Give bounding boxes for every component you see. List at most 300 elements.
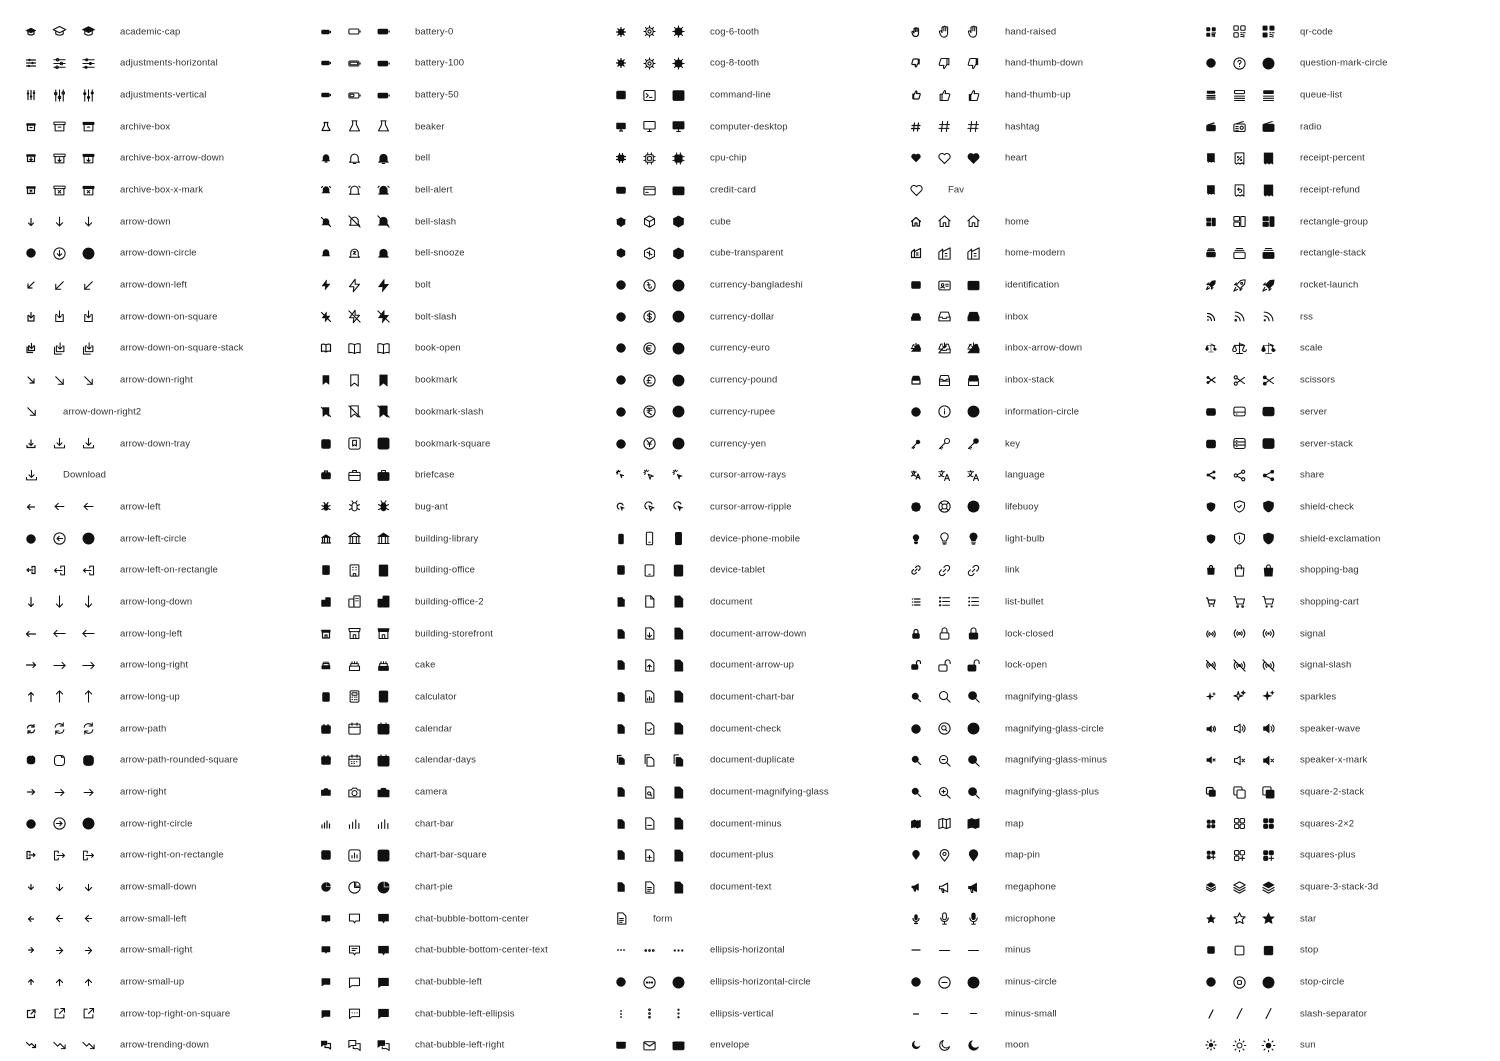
rocket-launch-icon[interactable] xyxy=(1203,277,1219,293)
icon-row[interactable] xyxy=(590,16,885,48)
bolt-slash-icon[interactable] xyxy=(375,309,391,325)
icon-row[interactable] xyxy=(1180,269,1475,301)
magnifying-glass-circle-icon[interactable] xyxy=(908,721,924,737)
bookmark-slash-icon[interactable] xyxy=(375,404,391,420)
building-office-2-icon[interactable] xyxy=(318,594,334,610)
icon-row[interactable] xyxy=(590,364,885,396)
bug-ant-icon[interactable] xyxy=(375,499,391,515)
icon-row[interactable] xyxy=(295,554,590,586)
share-icon[interactable] xyxy=(1260,467,1276,483)
magnifying-glass-plus-icon[interactable] xyxy=(936,784,952,800)
stop-icon[interactable] xyxy=(1260,942,1276,958)
arrow-left-circle-icon[interactable] xyxy=(23,531,39,547)
hashtag-icon[interactable] xyxy=(965,119,981,135)
scissors-icon[interactable] xyxy=(1203,372,1219,388)
chat-bubble-left-icon[interactable] xyxy=(318,974,334,990)
calendar-icon[interactable] xyxy=(346,721,362,737)
magnifying-glass-icon[interactable] xyxy=(908,689,924,705)
book-open-icon[interactable] xyxy=(318,340,334,356)
megaphone-icon[interactable] xyxy=(936,879,952,895)
icon-row[interactable] xyxy=(295,428,590,460)
icon-row[interactable] xyxy=(1180,744,1475,776)
arrow-down-icon[interactable] xyxy=(23,214,39,230)
icon-row[interactable] xyxy=(295,966,590,998)
bolt-slash-icon[interactable] xyxy=(346,309,362,325)
document-icon[interactable] xyxy=(670,594,686,610)
qr-code-icon[interactable] xyxy=(1203,24,1219,40)
currency-yen-icon[interactable] xyxy=(670,436,686,452)
icon-row[interactable] xyxy=(1180,586,1475,618)
currency-rupee-icon[interactable] xyxy=(670,404,686,420)
chart-pie-icon[interactable] xyxy=(346,879,362,895)
stop-circle-icon[interactable] xyxy=(1231,974,1247,990)
cursor-arrow-rays-icon[interactable] xyxy=(641,467,657,483)
squares-2x2-icon[interactable] xyxy=(1231,816,1247,832)
battery-50-icon[interactable] xyxy=(346,87,362,103)
sparkles-icon[interactable] xyxy=(1260,689,1276,705)
beaker-icon[interactable] xyxy=(375,119,391,135)
arrow-long-down-icon[interactable] xyxy=(23,594,39,610)
icon-row[interactable] xyxy=(590,776,885,808)
inbox-arrow-down-icon[interactable] xyxy=(936,340,952,356)
icon-row[interactable] xyxy=(590,396,885,428)
shopping-cart-icon[interactable] xyxy=(1260,594,1276,610)
adjustments-vertical-icon[interactable] xyxy=(51,87,67,103)
icon-row[interactable] xyxy=(590,238,885,270)
radio-icon[interactable] xyxy=(1203,119,1219,135)
square-3-stack-3d-icon[interactable] xyxy=(1231,879,1247,895)
icon-row[interactable] xyxy=(590,1030,885,1061)
arrow-down-circle-icon[interactable] xyxy=(51,245,67,261)
icon-row[interactable] xyxy=(295,776,590,808)
icon-row[interactable] xyxy=(885,491,1180,523)
icon-row[interactable] xyxy=(590,681,885,713)
square-2-stack-icon[interactable] xyxy=(1203,784,1219,800)
document-minus-icon[interactable] xyxy=(641,816,657,832)
building-storefront-icon[interactable] xyxy=(346,626,362,642)
device-tablet-icon[interactable] xyxy=(613,562,629,578)
rss-icon[interactable] xyxy=(1260,309,1276,325)
signal-icon[interactable] xyxy=(1260,626,1276,642)
key-icon[interactable] xyxy=(936,436,952,452)
battery-100-icon[interactable] xyxy=(346,55,362,71)
beaker-icon[interactable] xyxy=(346,119,362,135)
beaker-icon[interactable] xyxy=(318,119,334,135)
icon-row[interactable] xyxy=(1180,840,1475,872)
building-office-icon[interactable] xyxy=(318,562,334,578)
icon-row[interactable] xyxy=(1180,681,1475,713)
sun-icon[interactable] xyxy=(1203,1037,1219,1053)
icon-row[interactable] xyxy=(885,459,1180,491)
shopping-cart-icon[interactable] xyxy=(1203,594,1219,610)
arrow-down-circle-icon[interactable] xyxy=(80,245,96,261)
document-check-icon[interactable] xyxy=(613,721,629,737)
arrow-left-icon[interactable] xyxy=(23,499,39,515)
icon-row[interactable] xyxy=(885,586,1180,618)
icon-row[interactable] xyxy=(295,364,590,396)
chart-pie-icon[interactable] xyxy=(318,879,334,895)
bell-icon[interactable] xyxy=(318,150,334,166)
icon-row[interactable] xyxy=(295,808,590,840)
arrow-long-up-icon[interactable] xyxy=(80,689,96,705)
icon-row[interactable] xyxy=(295,269,590,301)
device-tablet-icon[interactable] xyxy=(641,562,657,578)
icon-row[interactable] xyxy=(885,935,1180,967)
icon-row[interactable] xyxy=(1180,1030,1475,1061)
square-2-stack-icon[interactable] xyxy=(1260,784,1276,800)
calendar-days-icon[interactable] xyxy=(346,752,362,768)
document-icon[interactable] xyxy=(613,594,629,610)
arrow-top-right-on-square-icon[interactable] xyxy=(80,1006,96,1022)
icon-row[interactable] xyxy=(590,523,885,555)
chat-bubble-left-ellipsis-icon[interactable] xyxy=(318,1006,334,1022)
language-icon[interactable] xyxy=(908,467,924,483)
ellipsis-vertical-icon[interactable] xyxy=(670,1006,686,1022)
arrow-long-right-icon[interactable] xyxy=(23,657,39,673)
icon-row[interactable] xyxy=(1180,396,1475,428)
signal-slash-icon[interactable] xyxy=(1203,657,1219,673)
icon-row[interactable] xyxy=(1180,48,1475,80)
chart-bar-icon[interactable] xyxy=(375,816,391,832)
icon-row[interactable] xyxy=(1180,491,1475,523)
squares-plus-icon[interactable] xyxy=(1203,847,1219,863)
currency-bangladeshi-icon[interactable] xyxy=(670,277,686,293)
icon-row[interactable] xyxy=(0,966,295,998)
receipt-percent-icon[interactable] xyxy=(1231,150,1247,166)
ellipsis-horizontal-icon[interactable] xyxy=(641,942,657,958)
credit-card-icon[interactable] xyxy=(613,182,629,198)
chat-bubble-left-icon[interactable] xyxy=(346,974,362,990)
icon-row[interactable] xyxy=(885,79,1180,111)
icon-row[interactable] xyxy=(0,16,295,48)
lifebuoy-icon[interactable] xyxy=(908,499,924,515)
calendar-icon[interactable] xyxy=(318,721,334,737)
bookmark-square-icon[interactable] xyxy=(375,436,391,452)
heart-icon[interactable] xyxy=(965,150,981,166)
hand-thumb-down-icon[interactable] xyxy=(908,55,924,71)
icon-row[interactable] xyxy=(885,364,1180,396)
receipt-refund-icon[interactable] xyxy=(1260,182,1276,198)
currency-dollar-icon[interactable] xyxy=(641,309,657,325)
key-icon[interactable] xyxy=(908,436,924,452)
hand-thumb-down-icon[interactable] xyxy=(965,55,981,71)
bell-alert-icon[interactable] xyxy=(318,182,334,198)
arrow-right-circle-icon[interactable] xyxy=(23,816,39,832)
arrow-small-up-icon[interactable] xyxy=(80,974,96,990)
arrow-path-icon[interactable] xyxy=(23,721,39,737)
icon-row[interactable] xyxy=(590,301,885,333)
arrow-small-up-icon[interactable] xyxy=(23,974,39,990)
icon-row[interactable] xyxy=(1180,523,1475,555)
icon-row[interactable] xyxy=(0,586,295,618)
ellipsis-vertical-icon[interactable] xyxy=(641,1006,657,1022)
rocket-launch-icon[interactable] xyxy=(1260,277,1276,293)
sun-icon[interactable] xyxy=(1260,1037,1276,1053)
icon-row[interactable] xyxy=(590,808,885,840)
icon-row[interactable] xyxy=(295,48,590,80)
chart-bar-square-icon[interactable] xyxy=(346,847,362,863)
icon-row[interactable] xyxy=(590,586,885,618)
scissors-icon[interactable] xyxy=(1260,372,1276,388)
hand-raised-icon[interactable] xyxy=(936,24,952,40)
icon-row[interactable] xyxy=(1180,618,1475,650)
icon-row[interactable] xyxy=(0,744,295,776)
inbox-arrow-down-icon[interactable] xyxy=(908,340,924,356)
document-plus-icon[interactable] xyxy=(641,847,657,863)
calculator-icon[interactable] xyxy=(318,689,334,705)
arrow-down-on-square-stack-icon[interactable] xyxy=(23,340,39,356)
bell-icon[interactable] xyxy=(346,150,362,166)
chat-bubble-left-right-icon[interactable] xyxy=(375,1037,391,1053)
arrow-down-right-icon[interactable] xyxy=(80,372,96,388)
icon-row[interactable] xyxy=(885,238,1180,270)
icon-row[interactable] xyxy=(885,840,1180,872)
device-phone-mobile-icon[interactable] xyxy=(613,531,629,547)
icon-row[interactable] xyxy=(0,1030,295,1061)
arrow-long-right-icon[interactable] xyxy=(80,657,96,673)
arrow-down-right-icon[interactable] xyxy=(23,404,39,420)
computer-desktop-icon[interactable] xyxy=(613,119,629,135)
icon-row[interactable] xyxy=(0,871,295,903)
chat-bubble-bottom-center-text-icon[interactable] xyxy=(375,942,391,958)
adjustments-vertical-icon[interactable] xyxy=(80,87,96,103)
building-library-icon[interactable] xyxy=(375,531,391,547)
arrow-left-on-rectangle-icon[interactable] xyxy=(51,562,67,578)
adjustments-horizontal-icon[interactable] xyxy=(80,55,96,71)
icon-row[interactable] xyxy=(0,333,295,365)
arrow-down-circle-icon[interactable] xyxy=(23,245,39,261)
magnifying-glass-icon[interactable] xyxy=(965,689,981,705)
icon-row[interactable] xyxy=(885,301,1180,333)
briefcase-icon[interactable] xyxy=(346,467,362,483)
icon-row[interactable] xyxy=(0,935,295,967)
icon-row[interactable] xyxy=(1180,333,1475,365)
cursor-arrow-rays-icon[interactable] xyxy=(670,467,686,483)
icon-row[interactable] xyxy=(0,269,295,301)
magnifying-glass-circle-icon[interactable] xyxy=(965,721,981,737)
building-library-icon[interactable] xyxy=(318,531,334,547)
arrow-down-right-icon[interactable] xyxy=(23,372,39,388)
icon-row[interactable] xyxy=(590,618,885,650)
sparkles-icon[interactable] xyxy=(1203,689,1219,705)
arrow-trending-down-icon[interactable] xyxy=(23,1037,39,1053)
arrow-small-right-icon[interactable] xyxy=(80,942,96,958)
scale-icon[interactable] xyxy=(1203,340,1219,356)
arrow-down-on-square-icon[interactable] xyxy=(51,309,67,325)
minus-circle-icon[interactable] xyxy=(908,974,924,990)
sparkles-icon[interactable] xyxy=(1231,689,1247,705)
arrow-small-right-icon[interactable] xyxy=(23,942,39,958)
cog-6-tooth-icon[interactable] xyxy=(670,24,686,40)
icon-row[interactable] xyxy=(885,618,1180,650)
document-chart-bar-icon[interactable] xyxy=(613,689,629,705)
signal-icon[interactable] xyxy=(1231,626,1247,642)
arrow-long-right-icon[interactable] xyxy=(51,657,67,673)
cog-6-tooth-icon[interactable] xyxy=(613,24,629,40)
bookmark-icon[interactable] xyxy=(318,372,334,388)
icon-row[interactable] xyxy=(1180,174,1475,206)
scale-icon[interactable] xyxy=(1260,340,1276,356)
icon-row[interactable] xyxy=(295,16,590,48)
icon-row[interactable] xyxy=(0,808,295,840)
share-icon[interactable] xyxy=(1203,467,1219,483)
inbox-arrow-down-icon[interactable] xyxy=(965,340,981,356)
icon-row[interactable] xyxy=(0,618,295,650)
cake-icon[interactable] xyxy=(318,657,334,673)
icon-row[interactable] xyxy=(885,16,1180,48)
magnifying-glass-minus-icon[interactable] xyxy=(908,752,924,768)
icon-row[interactable] xyxy=(885,428,1180,460)
lock-open-icon[interactable] xyxy=(908,657,924,673)
minus-icon[interactable] xyxy=(936,942,952,958)
minus-circle-icon[interactable] xyxy=(965,974,981,990)
arrow-small-left-icon[interactable] xyxy=(80,911,96,927)
archive-box-x-mark-icon[interactable] xyxy=(80,182,96,198)
lock-closed-icon[interactable] xyxy=(965,626,981,642)
inbox-stack-icon[interactable] xyxy=(965,372,981,388)
credit-card-icon[interactable] xyxy=(641,182,657,198)
cake-icon[interactable] xyxy=(346,657,362,673)
arrow-right-on-rectangle-icon[interactable] xyxy=(51,847,67,863)
map-icon[interactable] xyxy=(936,816,952,832)
square-3-stack-3d-icon[interactable] xyxy=(1260,879,1276,895)
currency-dollar-icon[interactable] xyxy=(670,309,686,325)
ellipsis-horizontal-circle-icon[interactable] xyxy=(641,974,657,990)
icon-row[interactable] xyxy=(0,238,295,270)
megaphone-icon[interactable] xyxy=(908,879,924,895)
icon-row[interactable] xyxy=(590,459,885,491)
rectangle-stack-icon[interactable] xyxy=(1260,245,1276,261)
cube-transparent-icon[interactable] xyxy=(641,245,657,261)
bug-ant-icon[interactable] xyxy=(318,499,334,515)
icon-row[interactable] xyxy=(0,649,295,681)
icon-row[interactable] xyxy=(0,428,295,460)
square-3-stack-3d-icon[interactable] xyxy=(1203,879,1219,895)
icon-row[interactable] xyxy=(295,491,590,523)
moon-icon[interactable] xyxy=(936,1037,952,1053)
bookmark-square-icon[interactable] xyxy=(346,436,362,452)
icon-row[interactable] xyxy=(1180,143,1475,175)
bell-slash-icon[interactable] xyxy=(346,214,362,230)
currency-dollar-icon[interactable] xyxy=(613,309,629,325)
academic-cap-icon[interactable] xyxy=(23,24,39,40)
currency-pound-icon[interactable] xyxy=(641,372,657,388)
command-line-icon[interactable] xyxy=(613,87,629,103)
inbox-stack-icon[interactable] xyxy=(936,372,952,388)
language-icon[interactable] xyxy=(965,467,981,483)
icon-row[interactable] xyxy=(1180,776,1475,808)
question-mark-circle-icon[interactable] xyxy=(1231,55,1247,71)
server-icon[interactable] xyxy=(1231,404,1247,420)
receipt-refund-icon[interactable] xyxy=(1203,182,1219,198)
minus-icon[interactable] xyxy=(965,942,981,958)
icon-row[interactable] xyxy=(1180,459,1475,491)
envelope-icon[interactable] xyxy=(613,1037,629,1053)
archive-box-arrow-down-icon[interactable] xyxy=(23,150,39,166)
icon-row[interactable] xyxy=(885,523,1180,555)
document-arrow-down-icon[interactable] xyxy=(670,626,686,642)
cursor-arrow-ripple-icon[interactable] xyxy=(613,499,629,515)
arrow-left-circle-icon[interactable] xyxy=(80,531,96,547)
hand-thumb-down-icon[interactable] xyxy=(936,55,952,71)
scissors-icon[interactable] xyxy=(1231,372,1247,388)
queue-list-icon[interactable] xyxy=(1203,87,1219,103)
icon-row[interactable] xyxy=(1180,871,1475,903)
icon-row[interactable] xyxy=(0,840,295,872)
icon-row[interactable] xyxy=(295,713,590,745)
document-minus-icon[interactable] xyxy=(670,816,686,832)
arrow-left-on-rectangle-icon[interactable] xyxy=(23,562,39,578)
document-plus-icon[interactable] xyxy=(613,847,629,863)
map-icon[interactable] xyxy=(965,816,981,832)
arrow-left-circle-icon[interactable] xyxy=(51,531,67,547)
bookmark-slash-icon[interactable] xyxy=(318,404,334,420)
arrow-path-rounded-square-icon[interactable] xyxy=(80,752,96,768)
chat-bubble-bottom-center-text-icon[interactable] xyxy=(318,942,334,958)
cube-icon[interactable] xyxy=(670,214,686,230)
magnifying-glass-plus-icon[interactable] xyxy=(965,784,981,800)
icon-row[interactable] xyxy=(885,1030,1180,1061)
rss-icon[interactable] xyxy=(1231,309,1247,325)
camera-icon[interactable] xyxy=(318,784,334,800)
identification-icon[interactable] xyxy=(908,277,924,293)
currency-euro-icon[interactable] xyxy=(641,340,657,356)
document-magnifying-glass-icon[interactable] xyxy=(613,784,629,800)
icon-row[interactable] xyxy=(0,79,295,111)
bell-alert-icon[interactable] xyxy=(346,182,362,198)
question-mark-circle-icon[interactable] xyxy=(1260,55,1276,71)
icon-row[interactable] xyxy=(885,269,1180,301)
chat-bubble-bottom-center-text-icon[interactable] xyxy=(346,942,362,958)
magnifying-glass-circle-icon[interactable] xyxy=(936,721,952,737)
document-duplicate-icon[interactable] xyxy=(670,752,686,768)
rectangle-stack-icon[interactable] xyxy=(1231,245,1247,261)
lock-closed-icon[interactable] xyxy=(936,626,952,642)
arrow-small-down-icon[interactable] xyxy=(80,879,96,895)
arrow-right-icon[interactable] xyxy=(23,784,39,800)
icon-row[interactable] xyxy=(590,143,885,175)
book-open-icon[interactable] xyxy=(346,340,362,356)
question-mark-circle-icon[interactable] xyxy=(1203,55,1219,71)
icon-row[interactable] xyxy=(295,143,590,175)
link-icon[interactable] xyxy=(908,562,924,578)
arrow-right-icon[interactable] xyxy=(80,784,96,800)
document-chart-bar-icon[interactable] xyxy=(670,689,686,705)
shopping-cart-icon[interactable] xyxy=(1231,594,1247,610)
arrow-down-right-icon[interactable] xyxy=(51,372,67,388)
cog-6-tooth-icon[interactable] xyxy=(641,24,657,40)
queue-list-icon[interactable] xyxy=(1231,87,1247,103)
cursor-arrow-ripple-icon[interactable] xyxy=(641,499,657,515)
information-circle-icon[interactable] xyxy=(936,404,952,420)
lock-open-icon[interactable] xyxy=(965,657,981,673)
icon-row[interactable] xyxy=(590,935,885,967)
chat-bubble-bottom-center-icon[interactable] xyxy=(346,911,362,927)
chat-bubble-left-right-icon[interactable] xyxy=(318,1037,334,1053)
icon-row[interactable] xyxy=(590,174,885,206)
arrow-long-down-icon[interactable] xyxy=(51,594,67,610)
shield-check-icon[interactable] xyxy=(1260,499,1276,515)
archive-box-icon[interactable] xyxy=(23,119,39,135)
bolt-icon[interactable] xyxy=(375,277,391,293)
icon-row[interactable] xyxy=(0,143,295,175)
building-storefront-icon[interactable] xyxy=(375,626,391,642)
icon-row[interactable] xyxy=(0,998,295,1030)
squares-plus-icon[interactable] xyxy=(1231,847,1247,863)
icon-row[interactable] xyxy=(0,206,295,238)
battery-50-icon[interactable] xyxy=(375,87,391,103)
arrow-long-left-icon[interactable] xyxy=(23,626,39,642)
